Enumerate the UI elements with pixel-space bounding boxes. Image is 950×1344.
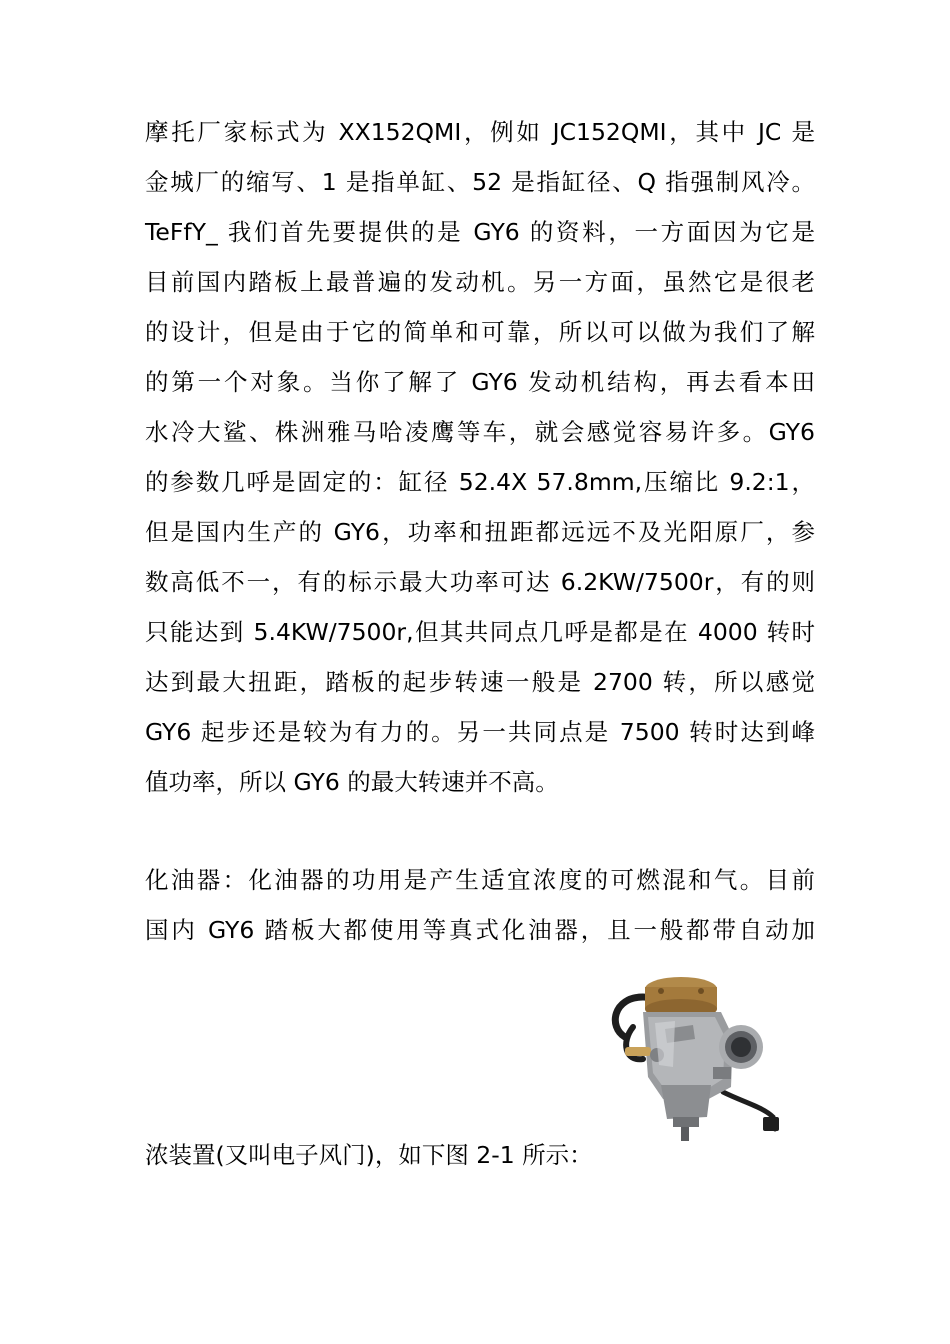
text-line: 浓装置(又叫电子风门)，如下图 2-1 所示：: [145, 1141, 593, 1169]
text-line: 只能达到 5.4KW/7500r,但其共同点几呼是都是在 4000 转时: [145, 618, 815, 646]
text-line: 金城厂的缩写、1 是指单缸、52 是指缸径、Q 指强制风冷。: [145, 168, 815, 196]
text-line: 的第一个对象。当你了解了 GY6 发动机结构，再去看本田: [145, 368, 815, 396]
text-line: 国内 GY6 踏板大都使用等真式化油器，且一般都带自动加: [145, 916, 815, 944]
text-line: 值功率，所以 GY6 的最大转速并不高。: [145, 768, 559, 796]
text-line: 但是国内生产的 GY6，功率和扭距都远远不及光阳原厂，参: [145, 518, 815, 546]
paragraph-gy6-intro: [145, 107, 815, 807]
text-line: 水冷大鲨、株洲雅马哈凌鹰等车，就会感觉容易许多。GY6: [145, 418, 815, 446]
text-line: 达到最大扭距，踏板的起步转速一般是 2700 转，所以感觉: [145, 668, 815, 696]
text-line: TeFfY_ 我们首先要提供的是 GY6 的资料，一方面因为它是: [145, 218, 815, 246]
text-line: 数高低不一，有的标示最大功率可达 6.2KW/7500r，有的则: [145, 568, 815, 596]
text-line: 摩托厂家标式为 XX152QMI，例如 JC152QMI，其中 JC 是: [145, 118, 815, 146]
paragraph-choke-caption: [145, 1130, 815, 1180]
paragraph-carburetor: [145, 855, 815, 955]
carburetor-image: [603, 967, 783, 1147]
text-line: GY6 起步还是较为有力的。另一共同点是 7500 转时达到峰: [145, 718, 815, 746]
text-line: 的设计，但是由于它的简单和可靠，所以可以做为我们了解: [145, 318, 815, 346]
carburetor-photo-icon: [603, 967, 783, 1147]
text-line: 化油器：化油器的功用是产生适宜浓度的可燃混和气。目前: [145, 866, 815, 894]
text-line: 目前国内踏板上最普遍的发动机。另一方面，虽然它是很老: [145, 268, 815, 296]
text-line: 的参数几呼是固定的：缸径 52.4X 57.8mm,压缩比 9.2:1，: [145, 468, 815, 496]
